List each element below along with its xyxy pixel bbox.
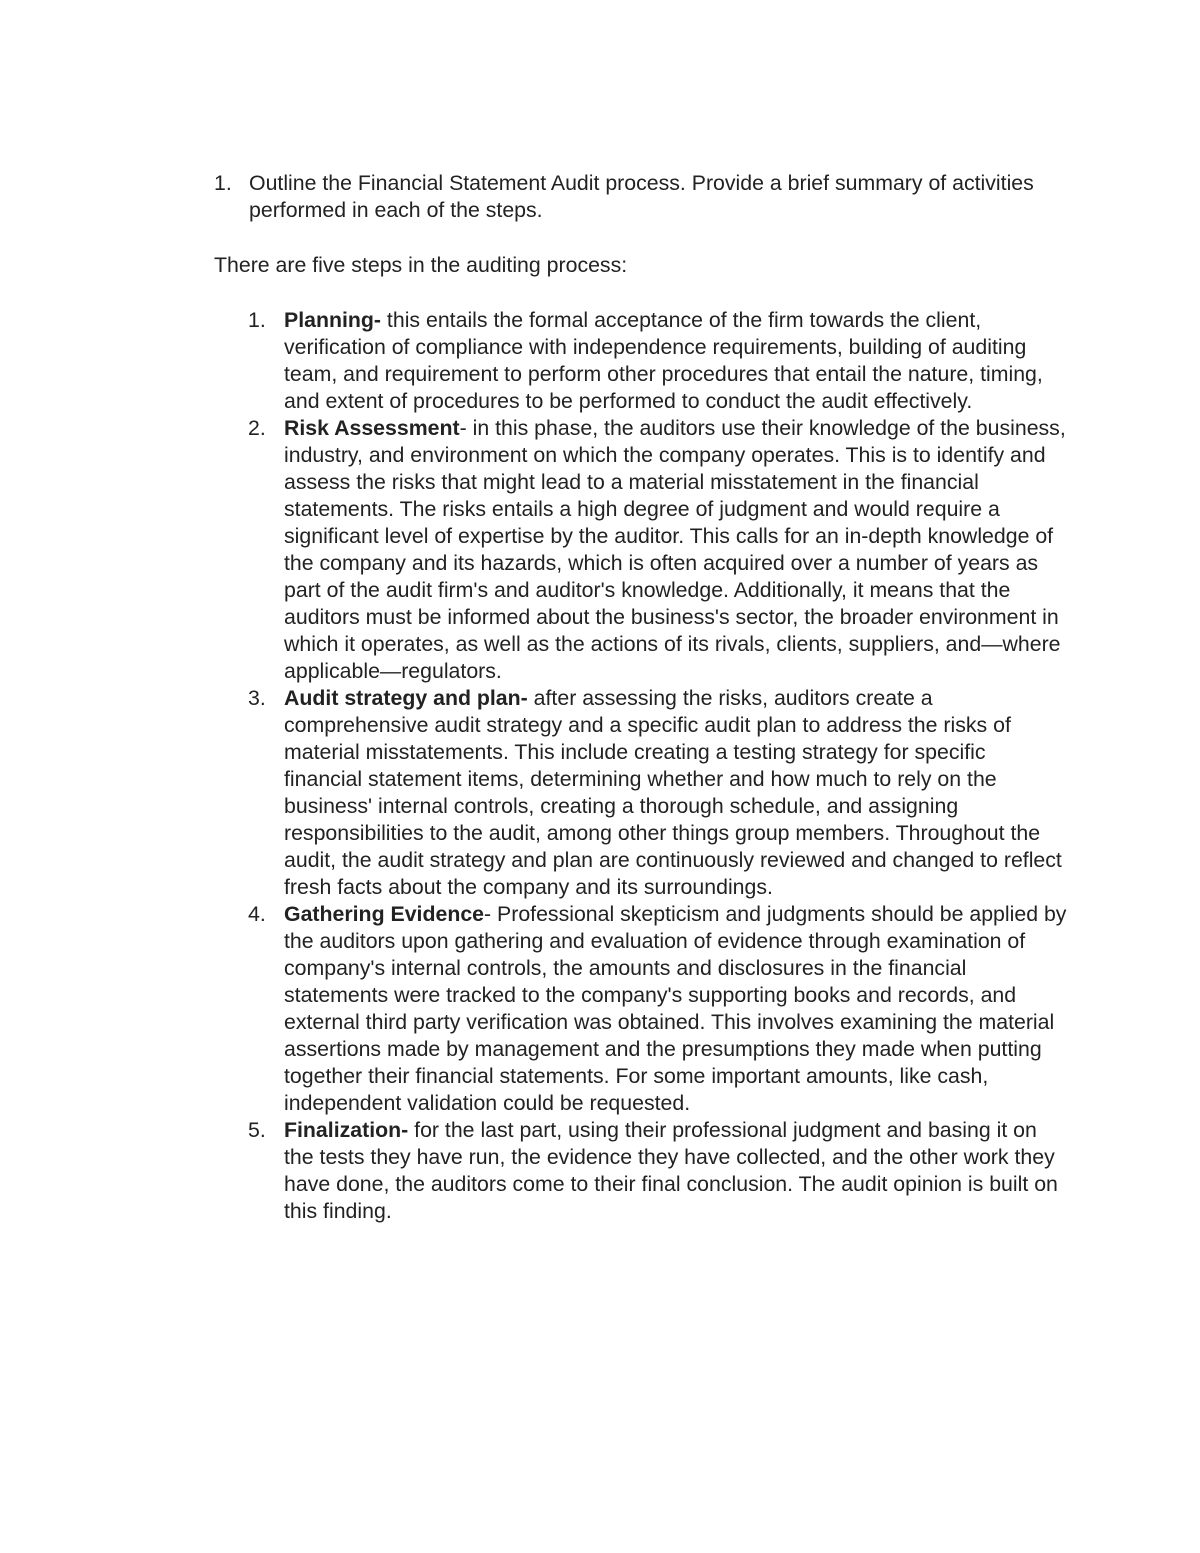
question bbox=[214, 170, 1064, 224]
step-title: Gathering Evidence bbox=[284, 902, 485, 926]
step-number: 3. bbox=[248, 686, 266, 710]
list-item bbox=[248, 1117, 1068, 1225]
question-text: Outline the Financial Statement Audit process. Provide a brief summary of activities performed in each of the steps. bbox=[249, 171, 1034, 222]
step-title: Risk Assessment bbox=[284, 416, 460, 440]
step-body: after assessing the risks, auditors create a comprehensive audit strategy and a specific audit plan to address the risks of material misstatements. This include creating a testing strategy for specific financial statement items, determining whether and how much to rely on the business' internal controls, creating a thorough schedule, and assigning responsibilities to the audit, among other things group members. Throughout the audit, the audit strategy and plan are continuously reviewed and changed to reflect fresh facts about the company and its surroundings. bbox=[284, 686, 1062, 899]
list-item bbox=[248, 685, 1068, 901]
question-number: 1. bbox=[214, 171, 232, 195]
step-number: 2. bbox=[248, 416, 266, 440]
step-title: Planning- bbox=[284, 308, 382, 332]
list-item bbox=[248, 415, 1068, 685]
step-body: this entails the formal acceptance of the firm towards the client, verification of compliance with independence requirements, building of auditing team, and requirement to perform other procedures that entail the nature, timing, and extent of procedures to be performed to conduct the audit effectively. bbox=[284, 308, 1043, 413]
step-number: 1. bbox=[248, 308, 266, 332]
step-title: Finalization- bbox=[284, 1118, 409, 1142]
steps-list bbox=[248, 307, 1068, 1225]
step-body: for the last part, using their professional judgment and basing it on the tests they have run, the evidence they have collected, and the other work they have done, the auditors come to their final conclusion. The audit opinion is built on this finding. bbox=[284, 1118, 1058, 1223]
step-number: 5. bbox=[248, 1118, 266, 1142]
list-item bbox=[248, 307, 1068, 415]
step-body: - in this phase, the auditors use their knowledge of the business, industry, and environment on which the company operates. This is to identify and assess the risks that might lead to a material misstatement in the financial statements. The risks entails a high degree of judgment and would require a significant level of expertise by the auditor. This calls for an in-depth knowledge of the company and its hazards, which is often acquired over a number of years as part of the audit firm's and auditor's knowledge. Additionally, it means that the auditors must be informed about the business's sector, the broader environment in which it operates, as well as the actions of its rivals, clients, suppliers, and—where applicable—regulators. bbox=[284, 416, 1066, 683]
step-body: - Professional skepticism and judgments should be applied by the auditors upon gathering and evaluation of evidence through examination of company's internal controls, the amounts and disclosures in the financial statements were tracked to the company's supporting books and records, and external third party verification was obtained. This involves examining the material assertions made by management and the presumptions they made when putting together their financial statements. For some important amounts, like cash, independent validation could be requested. bbox=[284, 902, 1067, 1115]
step-number: 4. bbox=[248, 902, 266, 926]
intro-paragraph: There are five steps in the auditing process: bbox=[214, 253, 628, 277]
list-item bbox=[248, 901, 1068, 1117]
step-title: Audit strategy and plan- bbox=[284, 686, 528, 710]
